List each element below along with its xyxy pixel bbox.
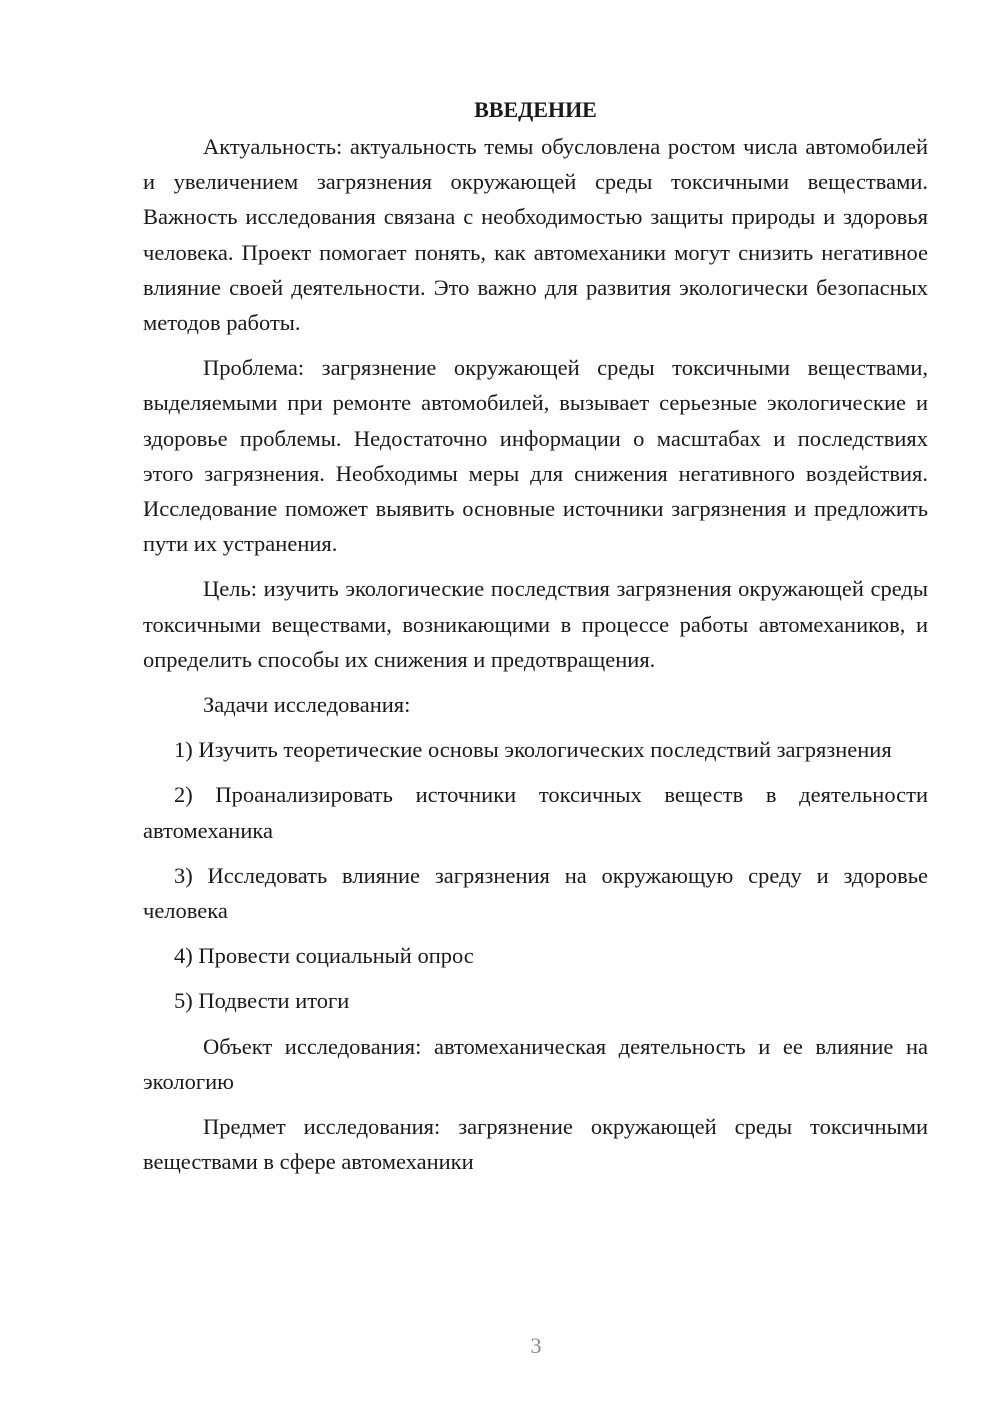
tasks-list <box>143 732 928 1018</box>
problem-paragraph: Проблема: загрязнение окружающей среды токсичными веществами, выделяемыми при ремонте автомобилей, вызывает серьезные экологические и здоровье проблемы. Недостаточно информации о масштабах и последствиях этого загрязнения. Необходимы меры для снижения негативного воздействия. Исследование поможет выявить основные источники загрязнения и предложить пути их устранения. <box>143 355 928 557</box>
list-item: 2) Проанализировать источники токсичных веществ в деятельности автомеханика <box>143 782 928 843</box>
list-item: 4) Провести социальный опрос <box>174 943 474 969</box>
relevance-paragraph: Актуальность: актуальность темы обусловлена ростом числа автомобилей и увеличением загрязнения окружающей среды токсичными веществами. Важность исследования связана с необходимостью защиты природы и здоровья человека. Проект помогает понять, как автомеханики могут снизить негативное влияние своей деятельности. Это важно для развития экологически безопасных методов работы. <box>143 134 928 336</box>
list-item: 3) Исследовать влияние загрязнения на окружающую среду и здоровье человека <box>143 862 928 924</box>
list-item: 5) Подвести итоги <box>174 988 350 1014</box>
page-number: 3 <box>530 1333 542 1358</box>
object-paragraph: Объект исследования: автомеханическая деятельность и ее влияние на экологию <box>143 1033 928 1094</box>
goal-paragraph: Цель: изучить экологические последствия загрязнения окружающей среды токсичными веществами, возникающими в процессе работы автомехаников, и определить способы их снижения и предотвращения. <box>143 576 928 672</box>
page-title: ВВЕДЕНИЕ <box>474 97 597 122</box>
tasks-heading: Задачи исследования: <box>203 692 411 718</box>
list-item: 1) Изучить теоретические основы экологических последствий загрязнения <box>174 737 892 763</box>
document-page <box>143 92 928 1189</box>
subject-paragraph: Предмет исследования: загрязнение окружающей среды токсичными веществами в сфере автомеханики <box>143 1114 928 1175</box>
